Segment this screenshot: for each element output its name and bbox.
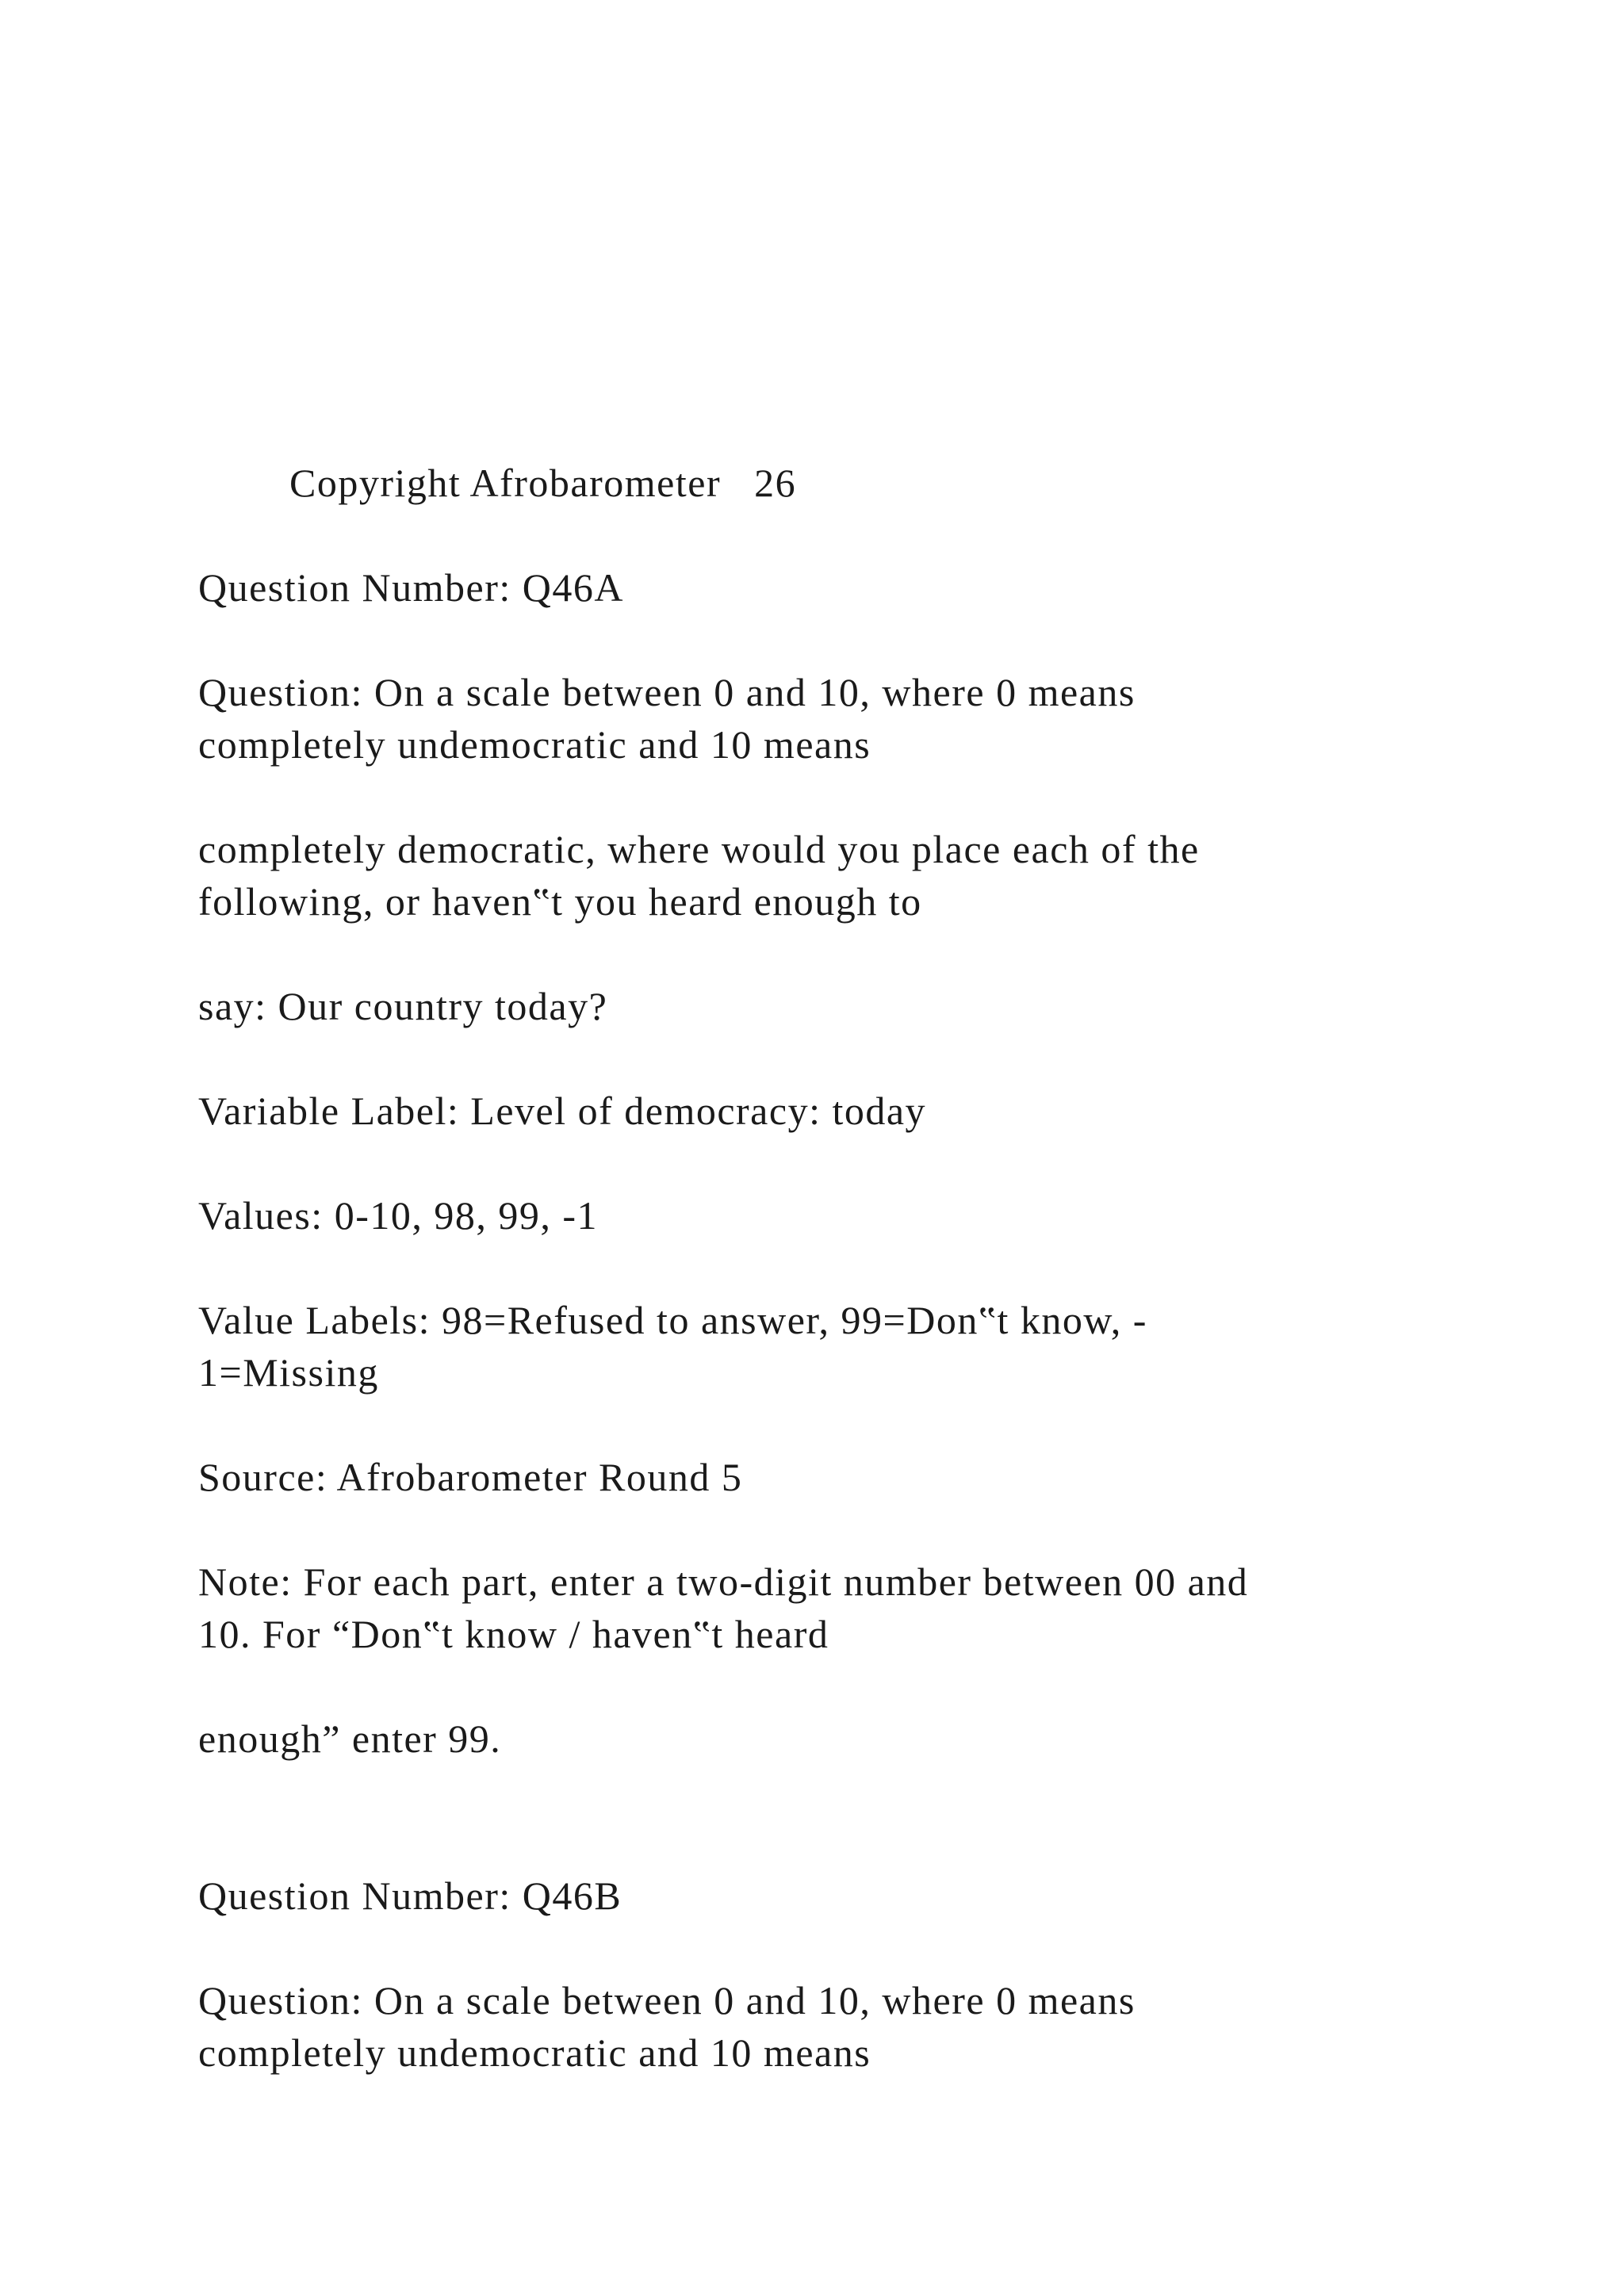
value-labels-line: 1=Missing bbox=[198, 1350, 379, 1395]
question-text-line: following, or haven‟t you heard enough to bbox=[198, 879, 922, 924]
question-number-q46b: Question Number: Q46B bbox=[198, 1873, 622, 1918]
copyright-header: Copyright Afrobarometer 26 bbox=[289, 461, 797, 505]
variable-label: Variable Label: Level of democracy: today bbox=[198, 1089, 927, 1133]
question-text-line: completely democratic, where would you place each of the bbox=[198, 827, 1200, 871]
question-text-line: say: Our country today? bbox=[198, 984, 608, 1028]
question-text-line: Question: On a scale between 0 and 10, where 0 means bbox=[198, 1978, 1136, 2022]
question-text-line: completely undemocratic and 10 means bbox=[198, 722, 871, 767]
values-line: Values: 0-10, 98, 99, -1 bbox=[198, 1193, 598, 1238]
question-number-q46a: Question Number: Q46A bbox=[198, 565, 624, 610]
note-line: enough” enter 99. bbox=[198, 1716, 502, 1761]
source-line: Source: Afrobarometer Round 5 bbox=[198, 1455, 743, 1499]
note-line: Note: For each part, enter a two-digit number between 00 and bbox=[198, 1559, 1249, 1604]
question-text-line: completely undemocratic and 10 means bbox=[198, 2030, 871, 2075]
note-line: 10. For “Don‟t know / haven‟t heard bbox=[198, 1612, 829, 1656]
value-labels-line: Value Labels: 98=Refused to answer, 99=Don‟t know, - bbox=[198, 1298, 1147, 1342]
question-text-line: Question: On a scale between 0 and 10, where 0 means bbox=[198, 670, 1136, 714]
